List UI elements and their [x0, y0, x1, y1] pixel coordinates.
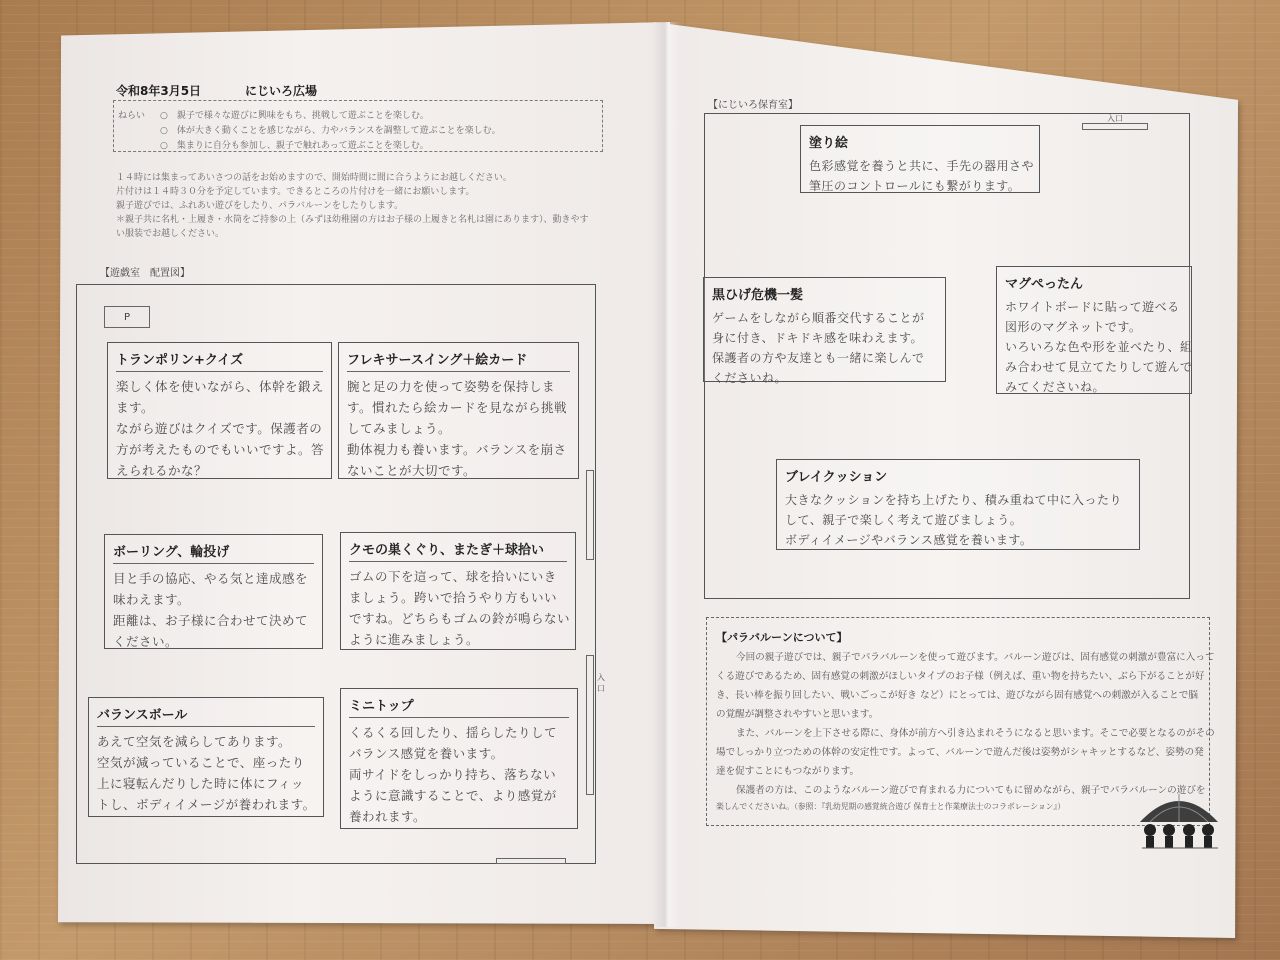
parachute-illustration — [1136, 786, 1222, 858]
activity-card-magnet — [996, 266, 1192, 394]
card-text: いろいろな色や形を並べたり、組 — [1005, 340, 1193, 354]
intro-line: 片付けは１４時３０分を予定しています。できるところの片付けを一緒にお願いします。 — [116, 187, 475, 197]
entrance-label: 入口 — [1107, 114, 1123, 123]
door-marker — [1082, 123, 1148, 130]
activity-card-bowling — [104, 534, 323, 649]
door-marker — [586, 655, 594, 795]
nursery-heading: 【にじいろ保育室】 — [708, 100, 798, 111]
aim-item: ○ 集まりに自分も参加し、親子で触れあって遊ぶことを楽しむ。 — [160, 141, 429, 151]
card-text: 上に寝転んだりした時に体にフィッ — [97, 776, 305, 791]
card-text: す。慣れたら絵カードを見ながら挑戦 — [347, 400, 568, 415]
card-text: ように進みましょう。 — [349, 632, 480, 647]
activity-card-pirate — [703, 277, 946, 385]
parachute-info-line: また、バルーンを上下させる際に、身体が前方へ引き込まれそうになると思います。そこで必要となるのがその — [736, 728, 1215, 739]
card-text: 味わえます。 — [113, 592, 191, 607]
card-text: ボディイメージやバランス感覚を養います。 — [785, 533, 1033, 547]
card-text: あえて空気を減らしてあります。 — [97, 734, 292, 749]
card-title: バランスボール — [97, 704, 315, 727]
card-text: 楽しく体を使いながら、体幹を鍛え — [116, 379, 325, 394]
card-text: してみましょう。 — [347, 421, 452, 436]
parachute-info-line: くる遊びであるため、固有感覚の刺激がほしいタイプのお子様（例えば、重い物を持ちたい、ぶら下がることが好 — [716, 671, 1205, 682]
activity-card-minitop — [340, 688, 578, 829]
card-text: 保護者の方や友達とも一緒に楽しんで — [712, 351, 925, 365]
card-text: み合わせて見立てたりして遊んで — [1005, 360, 1193, 374]
card-text: して、親子で楽しく考えて遊びましょう。 — [785, 513, 1023, 527]
p-label: P — [104, 306, 150, 328]
card-text: 筆圧のコントロールにも繋がります。 — [809, 179, 1021, 193]
card-text: ないことが大切です。 — [347, 463, 477, 478]
aim-item: ○ 親子で様々な遊びに興味をもち、挑戦して遊ぶことを楽しむ。 — [160, 111, 429, 121]
card-title: クモの巣くぐり、またぎ＋球拾い — [349, 539, 567, 562]
intro-line: 親子遊びでは、ふれあい遊びをしたり、パラバルーンをしたりします。 — [116, 201, 404, 211]
card-text: 動体視力も養います。バランスを崩さ — [347, 442, 567, 457]
card-title: 塗り絵 — [809, 136, 849, 151]
floorplan-heading: 【遊戯室 配置図】 — [100, 268, 190, 279]
activity-card-swing — [338, 342, 579, 479]
activity-card-spiderweb — [340, 532, 576, 650]
parachute-info-line: の覚醒が調整されやすいと思います。 — [716, 709, 879, 720]
card-title: 黒ひげ危機一髪 — [712, 288, 804, 303]
card-text: バランス感覚を養います。 — [349, 746, 504, 761]
card-title: ブレイクッション — [785, 470, 888, 485]
card-text: みてくださいね。 — [1005, 380, 1106, 394]
aims-label: ねらい — [118, 111, 146, 121]
parachute-info-line: 達を促すことにもつながります。 — [716, 766, 860, 777]
card-title: ミニトップ — [349, 695, 569, 718]
card-text: 腕と足の力を使って姿勢を保持しま — [347, 379, 556, 394]
card-text: 目と手の協応、やる気と達成感を — [113, 571, 309, 586]
card-text: 図形のマグネットです。 — [1005, 320, 1142, 334]
card-title: フレキサースイング＋絵カード — [347, 349, 570, 372]
parachute-info-line: 楽しんでくださいね。（参照：『乳幼児期の感覚統合遊び 保育士と作業療法士のコラボレーション』） — [716, 802, 1066, 811]
card-title: マグぺったん — [1005, 277, 1084, 292]
activity-card-balance-ball — [88, 697, 324, 817]
activity-card-trampoline — [107, 342, 332, 479]
card-title: ボーリング、輪投げ — [113, 541, 314, 564]
card-text: くるくる回したり、揺らしたりして — [349, 725, 558, 740]
header-date: 令和8年3月5日 — [116, 84, 202, 98]
card-text: ます。 — [116, 400, 155, 415]
parachute-info-line: 保護者の方は、このようなバルーン遊びで育まれる力についてもに留めながら、親子でパラバルーンの遊びを — [736, 785, 1206, 796]
card-text: 色彩感覚を養うと共に、手先の器用さや — [809, 159, 1035, 173]
page-fold — [652, 22, 680, 927]
aim-item: ○ 体が大きく動くことを感じながら、力やバランスを調整して遊ぶことを楽しむ。 — [160, 126, 501, 136]
card-text: ゴムの下を這って、球を拾いにいき — [349, 569, 557, 584]
card-text: 方が考えたものでもいいですよ。答 — [116, 442, 325, 457]
card-text: 空気が減っていることで、座ったり — [97, 755, 305, 770]
parachute-info-line: 場でしっかり立つための体幹の安定性です。よって、バルーンで遊んだ後は姿勢がシャキッとするなど、姿勢の発 — [716, 747, 1204, 758]
activity-card-breakcushion — [776, 459, 1140, 550]
card-text: ですね。どちらもゴムの鈴が鳴らない — [349, 611, 571, 626]
card-text: ながら遊びはクイズです。保護者の — [116, 421, 323, 436]
intro-line: い服装でお越しください。 — [116, 229, 225, 239]
card-text: ように意識することで、より感覚が — [349, 788, 557, 803]
card-text: トし、ボディイメージが養われます。 — [97, 797, 316, 812]
card-text: 両サイドをしっかり持ち、落ちない — [349, 767, 557, 782]
card-text: 養われます。 — [349, 809, 427, 824]
card-text: 身に付き、ドキドキ感を味わえます。 — [712, 331, 924, 345]
card-text: 大きなクッションを持ち上げたり、積み重ねて中に入ったり — [785, 493, 1122, 507]
parachute-info-line: き、長い棒を振り回したい、戦いごっこが好き など）にとっては、遊びながら固有感覚への刺激が入ることで脳 — [716, 690, 1198, 701]
card-text: 距離は、お子様に合わせて決めて — [113, 613, 309, 628]
parachute-info-line: 今回の親子遊びでは、親子でパラバルーンを使って遊びます。バルーン遊びは、固有感覚の刺激が豊富に入って — [736, 652, 1215, 663]
card-text: くださいね。 — [712, 371, 788, 385]
card-title: トランポリン+クイズ — [116, 349, 323, 372]
card-text: えられるかな？ — [116, 463, 208, 478]
card-text: ホワイトボードに貼って遊べる — [1005, 300, 1180, 314]
header-title: にじいろ広場 — [245, 84, 318, 98]
children-figures — [1144, 824, 1214, 848]
parachute-info-title: 【パラバルーンについて】 — [716, 631, 848, 644]
door-marker — [586, 470, 594, 560]
card-text: ください。 — [113, 634, 179, 649]
entrance-label: 入口 — [597, 673, 605, 693]
activity-card-coloring — [800, 125, 1040, 193]
intro-line: ＊親子共に名札・上履き・水筒をご持参の上（みずほ幼稚園の方はお子様の上履きと名札は園にあります）、動きやす — [116, 215, 589, 225]
door-marker — [496, 858, 566, 864]
card-text: ゲームをしながら順番交代することが — [712, 311, 925, 325]
intro-line: １４時には集まってあいさつの話をお始めますので、開始時間に間に合うようにお越しください。 — [116, 173, 512, 183]
card-text: ましょう。跨いで拾うやり方もいい — [349, 590, 558, 605]
